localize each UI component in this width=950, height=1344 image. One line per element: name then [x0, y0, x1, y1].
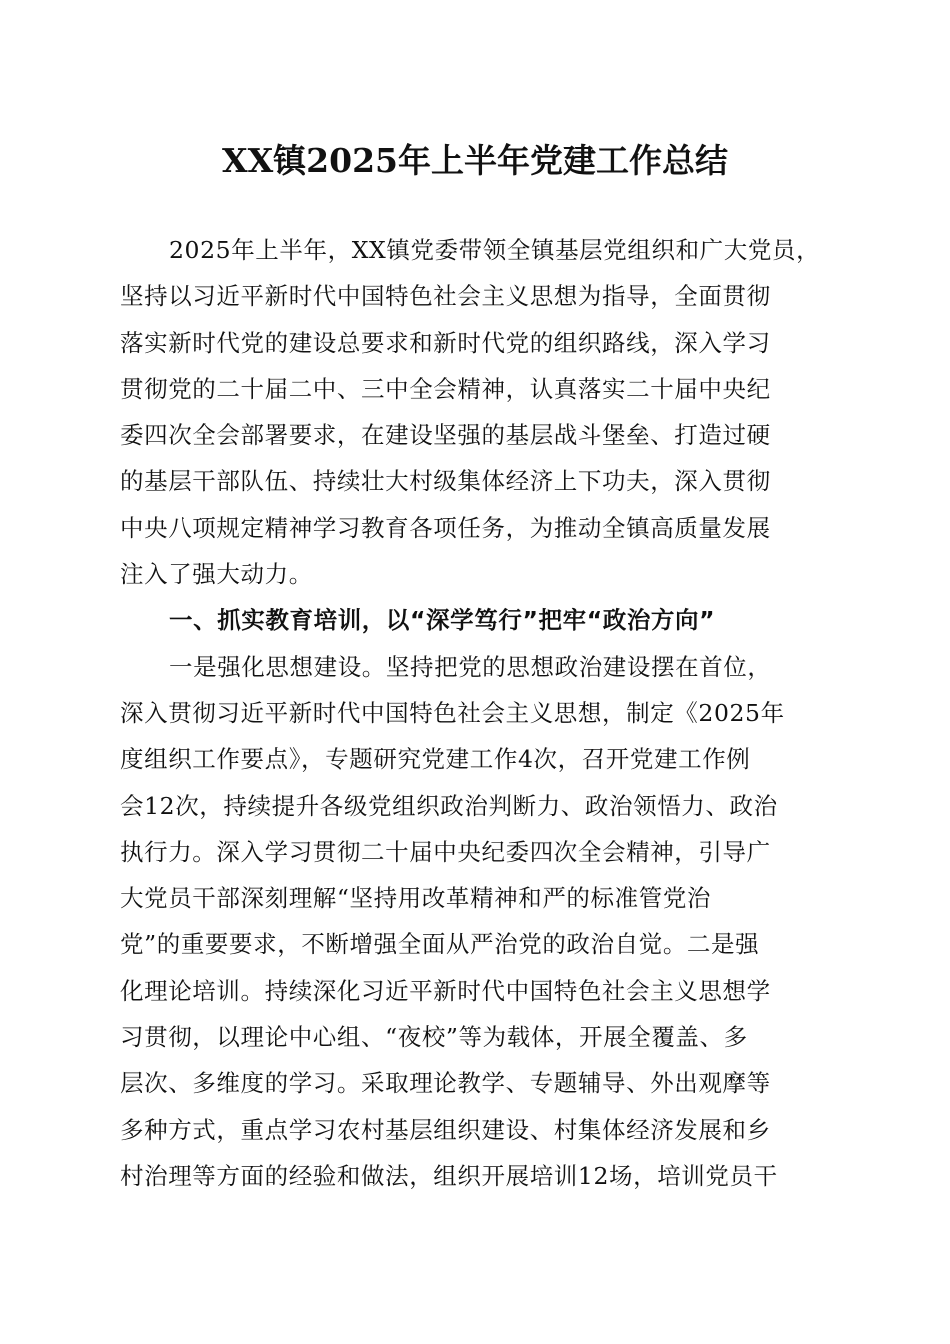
intro-line: 落实新时代党的建设总要求和新时代党的组织路线，深入学习 — [120, 328, 771, 357]
section-line: 大党员干部深刻理解“坚持用改革精神和严的标准管党治 — [120, 884, 712, 913]
document-body — [120, 227, 826, 1199]
intro-line: 注入了强大动力。 — [120, 560, 313, 589]
section-line: 度组织工作要点》，专题研究党建工作4次，召开党建工作例 — [120, 745, 751, 774]
section-paragraph-first-line — [120, 644, 826, 690]
intro-line: 委四次全会部署要求，在建设坚强的基层战斗堡垒、打造过硬 — [120, 421, 771, 450]
paragraph-text: 坚持把党的思想政治建设摆在首位， — [385, 652, 772, 681]
intro-line: 坚持以习近平新时代中国特色社会主义思想为指导，全面贯彻 — [120, 282, 771, 311]
intro-line: 中央八项规定精神学习教育各项任务，为推动全镇高质量发展 — [120, 513, 771, 542]
section-heading: 一、抓实教育培训，以“深学笃行”把牢“政治方向” — [169, 606, 716, 635]
section-line: 党”的重要要求，不断增强全面从严治党的政治自觉。二是强 — [120, 930, 760, 959]
section-line: 层次、多维度的学习。采取理论教学、专题辅导、外出观摩等 — [120, 1069, 771, 1098]
intro-line: 贯彻党的二十届二中、三中全会精神，认真落实二十届中央纪 — [120, 374, 771, 403]
paragraph-lead: 一是强化思想建设。 — [169, 652, 386, 681]
section-line: 执行力。深入学习贯彻二十届中央纪委四次全会精神，引导广 — [120, 837, 771, 866]
intro-line: 2025年上半年，XX镇党委带领全镇基层党组织和广大党员， — [169, 236, 821, 264]
section-line: 多种方式，重点学习农村基层组织建设、村集体经济发展和乡 — [120, 1115, 771, 1144]
section-line: 化理论培训。持续深化习近平新时代中国特色社会主义思想学 — [120, 976, 771, 1005]
section-line: 习贯彻，以理论中心组、“夜校”等为载体，开展全覆盖、多 — [120, 1023, 748, 1052]
intro-line: 的基层干部队伍、持续壮大村级集体经济上下功夫，深入贯彻 — [120, 467, 771, 496]
section-line: 会12次，持续提升各级党组织政治判断力、政治领悟力、政治 — [120, 791, 778, 820]
section-line: 深入贯彻习近平新时代中国特色社会主义思想，制定《2025年 — [120, 698, 785, 727]
document-title: XX镇2025年上半年党建工作总结 — [221, 141, 729, 180]
section-line: 村治理等方面的经验和做法，组织开展培训12场，培训党员干 — [120, 1161, 778, 1190]
